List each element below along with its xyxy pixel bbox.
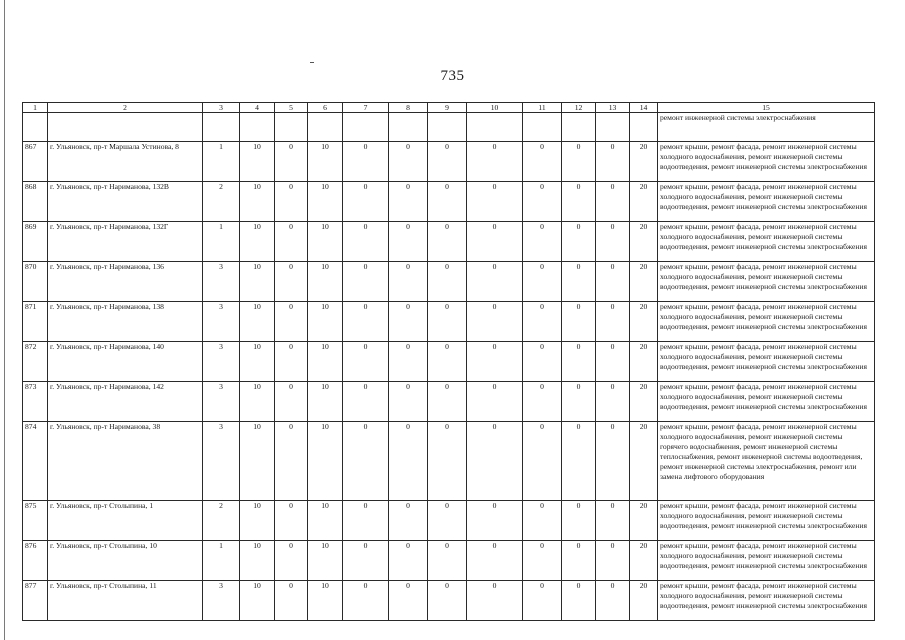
works-cell: ремонт крыши, ремонт фасада, ремонт инженерной системы холодного водоснабжения, ремонт инженерной системы водоотведения, ремонт инженерной системы электроснабжения [658,581,875,621]
value-cell-col-12: 0 [562,581,596,621]
table-row [23,222,875,262]
value-cell-col-6: 10 [308,342,343,382]
value-cell-col-6: 10 [308,581,343,621]
value-cell-col-4: 10 [240,302,275,342]
value-cell-col-5: 0 [275,182,308,222]
value-cell-col-8: 0 [389,262,428,302]
row-number-cell: 877 [23,581,48,621]
value-cell-col-7: 0 [343,262,389,302]
value-cell-col-12: 0 [562,541,596,581]
value-cell-col-4: 10 [240,382,275,422]
table-row [23,541,875,581]
column-header-3: 3 [203,103,240,113]
table-body [23,113,875,621]
table-row [23,422,875,501]
table-row [23,581,875,621]
value-cell-col-8: 0 [389,541,428,581]
value-cell-col-11: 0 [523,581,562,621]
column-header-14: 14 [630,103,658,113]
value-cell-col-8: 0 [389,142,428,182]
value-cell-col-5: 0 [275,581,308,621]
works-cell: ремонт крыши, ремонт фасада, ремонт инженерной системы холодного водоснабжения, ремонт инженерной системы горячего водоснабжения, ремонт инженерной системы теплоснабжения, ремонт инженерной системы водоотведения, ремонт инженерной системы электроснабжения, ремонт или замена лифтового оборудования [658,422,875,501]
value-cell-col-14: 20 [630,342,658,382]
cell [596,113,630,142]
address-cell: г. Ульяновск, пр-т Нариманова, 142 [48,382,203,422]
value-cell-col-7: 0 [343,422,389,501]
value-cell-col-11: 0 [523,262,562,302]
row-number-cell: 871 [23,302,48,342]
value-cell-col-5: 0 [275,501,308,541]
cell [308,113,343,142]
value-cell-col-11: 0 [523,541,562,581]
value-cell-col-10: 0 [467,382,523,422]
table-row [23,382,875,422]
value-cell-col-13: 0 [596,541,630,581]
value-cell-col-3: 3 [203,342,240,382]
value-cell-col-8: 0 [389,382,428,422]
value-cell-col-3: 3 [203,302,240,342]
column-header-15: 15 [658,103,875,113]
value-cell-col-7: 0 [343,142,389,182]
works-cell: ремонт крыши, ремонт фасада, ремонт инженерной системы холодного водоснабжения, ремонт инженерной системы водоотведения, ремонт инженерной системы электроснабжения [658,142,875,182]
column-header-13: 13 [596,103,630,113]
value-cell-col-13: 0 [596,182,630,222]
value-cell-col-3: 3 [203,262,240,302]
value-cell-col-10: 0 [467,422,523,501]
binding-edge-line [4,0,5,640]
value-cell-col-4: 10 [240,222,275,262]
value-cell-col-4: 10 [240,342,275,382]
value-cell-col-9: 0 [428,302,467,342]
value-cell-col-7: 0 [343,382,389,422]
value-cell-col-8: 0 [389,422,428,501]
cell [203,113,240,142]
value-cell-col-11: 0 [523,302,562,342]
value-cell-col-11: 0 [523,182,562,222]
cell [48,113,203,142]
value-cell-col-4: 10 [240,422,275,501]
value-cell-col-8: 0 [389,222,428,262]
housing-register-table [22,102,875,621]
address-cell: г. Ульяновск, пр-т Нариманова, 140 [48,342,203,382]
address-cell: г. Ульяновск, пр-т Столыпина, 11 [48,581,203,621]
value-cell-col-5: 0 [275,222,308,262]
value-cell-col-5: 0 [275,382,308,422]
value-cell-col-13: 0 [596,422,630,501]
value-cell-col-14: 20 [630,222,658,262]
scan-mark [310,62,314,63]
value-cell-col-13: 0 [596,302,630,342]
value-cell-col-6: 10 [308,382,343,422]
value-cell-col-13: 0 [596,382,630,422]
page-number: 735 [440,68,465,84]
works-cell: ремонт крыши, ремонт фасада, ремонт инженерной системы холодного водоснабжения, ремонт инженерной системы водоотведения, ремонт инженерной системы электроснабжения [658,262,875,302]
works-cell: ремонт крыши, ремонт фасада, ремонт инженерной системы холодного водоснабжения, ремонт инженерной системы водоотведения, ремонт инженерной системы электроснабжения [658,342,875,382]
value-cell-col-14: 20 [630,382,658,422]
value-cell-col-6: 10 [308,501,343,541]
value-cell-col-7: 0 [343,222,389,262]
column-header-12: 12 [562,103,596,113]
value-cell-col-10: 0 [467,581,523,621]
works-cell: ремонт крыши, ремонт фасада, ремонт инженерной системы холодного водоснабжения, ремонт инженерной системы водоотведения, ремонт инженерной системы электроснабжения [658,541,875,581]
value-cell-col-6: 10 [308,222,343,262]
address-cell: г. Ульяновск, пр-т Нариманова, 132Г [48,222,203,262]
value-cell-col-5: 0 [275,422,308,501]
works-cell: ремонт инженерной системы электроснабжения [658,113,875,142]
value-cell-col-14: 20 [630,581,658,621]
column-header-4: 4 [240,103,275,113]
value-cell-col-6: 10 [308,142,343,182]
cell [23,113,48,142]
value-cell-col-10: 0 [467,142,523,182]
value-cell-col-8: 0 [389,302,428,342]
value-cell-col-10: 0 [467,342,523,382]
value-cell-col-14: 20 [630,262,658,302]
value-cell-col-13: 0 [596,142,630,182]
address-cell: г. Ульяновск, пр-т Нариманова, 38 [48,422,203,501]
value-cell-col-13: 0 [596,342,630,382]
address-cell: г. Ульяновск, пр-т Нариманова, 132В [48,182,203,222]
value-cell-col-11: 0 [523,222,562,262]
cell [467,113,523,142]
cell [343,113,389,142]
value-cell-col-10: 0 [467,182,523,222]
value-cell-col-7: 0 [343,342,389,382]
value-cell-col-14: 20 [630,302,658,342]
row-number-cell: 872 [23,342,48,382]
value-cell-col-14: 20 [630,501,658,541]
value-cell-col-5: 0 [275,342,308,382]
value-cell-col-7: 0 [343,182,389,222]
cell [562,113,596,142]
value-cell-col-5: 0 [275,541,308,581]
value-cell-col-3: 2 [203,182,240,222]
value-cell-col-13: 0 [596,501,630,541]
value-cell-col-8: 0 [389,501,428,541]
value-cell-col-14: 20 [630,182,658,222]
column-header-10: 10 [467,103,523,113]
value-cell-col-10: 0 [467,262,523,302]
value-cell-col-12: 0 [562,262,596,302]
value-cell-col-12: 0 [562,382,596,422]
value-cell-col-9: 0 [428,262,467,302]
column-header-11: 11 [523,103,562,113]
continuation-row [23,113,875,142]
row-number-cell: 867 [23,142,48,182]
row-number-cell: 868 [23,182,48,222]
value-cell-col-11: 0 [523,422,562,501]
value-cell-col-8: 0 [389,342,428,382]
value-cell-col-3: 1 [203,222,240,262]
value-cell-col-4: 10 [240,501,275,541]
value-cell-col-11: 0 [523,142,562,182]
value-cell-col-6: 10 [308,262,343,302]
address-cell: г. Ульяновск, пр-т Нариманова, 138 [48,302,203,342]
value-cell-col-5: 0 [275,142,308,182]
table-row [23,182,875,222]
value-cell-col-3: 1 [203,142,240,182]
row-number-cell: 870 [23,262,48,302]
column-header-9: 9 [428,103,467,113]
value-cell-col-7: 0 [343,581,389,621]
value-cell-col-7: 0 [343,541,389,581]
table-row [23,262,875,302]
column-header-1: 1 [23,103,48,113]
value-cell-col-7: 0 [343,501,389,541]
value-cell-col-12: 0 [562,422,596,501]
value-cell-col-12: 0 [562,302,596,342]
value-cell-col-4: 10 [240,581,275,621]
value-cell-col-8: 0 [389,581,428,621]
address-cell: г. Ульяновск, пр-т Столыпина, 1 [48,501,203,541]
value-cell-col-3: 3 [203,382,240,422]
cell [389,113,428,142]
value-cell-col-4: 10 [240,262,275,302]
table-row [23,302,875,342]
value-cell-col-11: 0 [523,382,562,422]
cell [240,113,275,142]
works-cell: ремонт крыши, ремонт фасада, ремонт инженерной системы холодного водоснабжения, ремонт инженерной системы водоотведения, ремонт инженерной системы электроснабжения [658,222,875,262]
cell [428,113,467,142]
value-cell-col-3: 2 [203,501,240,541]
row-number-cell: 873 [23,382,48,422]
value-cell-col-9: 0 [428,581,467,621]
row-number-cell: 869 [23,222,48,262]
value-cell-col-9: 0 [428,541,467,581]
table-row [23,142,875,182]
value-cell-col-6: 10 [308,182,343,222]
table-row [23,342,875,382]
works-cell: ремонт крыши, ремонт фасада, ремонт инженерной системы холодного водоснабжения, ремонт инженерной системы водоотведения, ремонт инженерной системы электроснабжения [658,501,875,541]
column-header-6: 6 [308,103,343,113]
column-header-8: 8 [389,103,428,113]
value-cell-col-13: 0 [596,222,630,262]
value-cell-col-13: 0 [596,581,630,621]
value-cell-col-9: 0 [428,422,467,501]
works-cell: ремонт крыши, ремонт фасада, ремонт инженерной системы холодного водоснабжения, ремонт инженерной системы водоотведения, ремонт инженерной системы электроснабжения [658,182,875,222]
works-cell: ремонт крыши, ремонт фасада, ремонт инженерной системы холодного водоснабжения, ремонт инженерной системы водоотведения, ремонт инженерной системы электроснабжения [658,382,875,422]
value-cell-col-6: 10 [308,422,343,501]
column-header-5: 5 [275,103,308,113]
value-cell-col-10: 0 [467,222,523,262]
value-cell-col-3: 3 [203,581,240,621]
value-cell-col-14: 20 [630,422,658,501]
value-cell-col-4: 10 [240,182,275,222]
value-cell-col-10: 0 [467,501,523,541]
value-cell-col-14: 20 [630,142,658,182]
value-cell-col-10: 0 [467,302,523,342]
value-cell-col-12: 0 [562,501,596,541]
value-cell-col-3: 3 [203,422,240,501]
row-number-cell: 875 [23,501,48,541]
column-header-2: 2 [48,103,203,113]
value-cell-col-7: 0 [343,302,389,342]
address-cell: г. Ульяновск, пр-т Нариманова, 136 [48,262,203,302]
cell [275,113,308,142]
address-cell: г. Ульяновск, пр-т Маршала Устинова, 8 [48,142,203,182]
row-number-cell: 876 [23,541,48,581]
value-cell-col-11: 0 [523,342,562,382]
value-cell-col-5: 0 [275,302,308,342]
cell [523,113,562,142]
works-cell: ремонт крыши, ремонт фасада, ремонт инженерной системы холодного водоснабжения, ремонт инженерной системы водоотведения, ремонт инженерной системы электроснабжения [658,302,875,342]
value-cell-col-4: 10 [240,541,275,581]
cell [630,113,658,142]
value-cell-col-9: 0 [428,222,467,262]
table-row [23,501,875,541]
value-cell-col-8: 0 [389,182,428,222]
value-cell-col-9: 0 [428,182,467,222]
value-cell-col-11: 0 [523,501,562,541]
column-number-header [23,103,875,113]
address-cell: г. Ульяновск, пр-т Столыпина, 10 [48,541,203,581]
value-cell-col-9: 0 [428,342,467,382]
value-cell-col-12: 0 [562,342,596,382]
value-cell-col-9: 0 [428,501,467,541]
value-cell-col-3: 1 [203,541,240,581]
value-cell-col-6: 10 [308,302,343,342]
column-header-7: 7 [343,103,389,113]
value-cell-col-12: 0 [562,222,596,262]
value-cell-col-14: 20 [630,541,658,581]
value-cell-col-10: 0 [467,541,523,581]
value-cell-col-9: 0 [428,382,467,422]
value-cell-col-12: 0 [562,182,596,222]
value-cell-col-12: 0 [562,142,596,182]
value-cell-col-5: 0 [275,262,308,302]
row-number-cell: 874 [23,422,48,501]
value-cell-col-4: 10 [240,142,275,182]
value-cell-col-6: 10 [308,541,343,581]
value-cell-col-9: 0 [428,142,467,182]
value-cell-col-13: 0 [596,262,630,302]
